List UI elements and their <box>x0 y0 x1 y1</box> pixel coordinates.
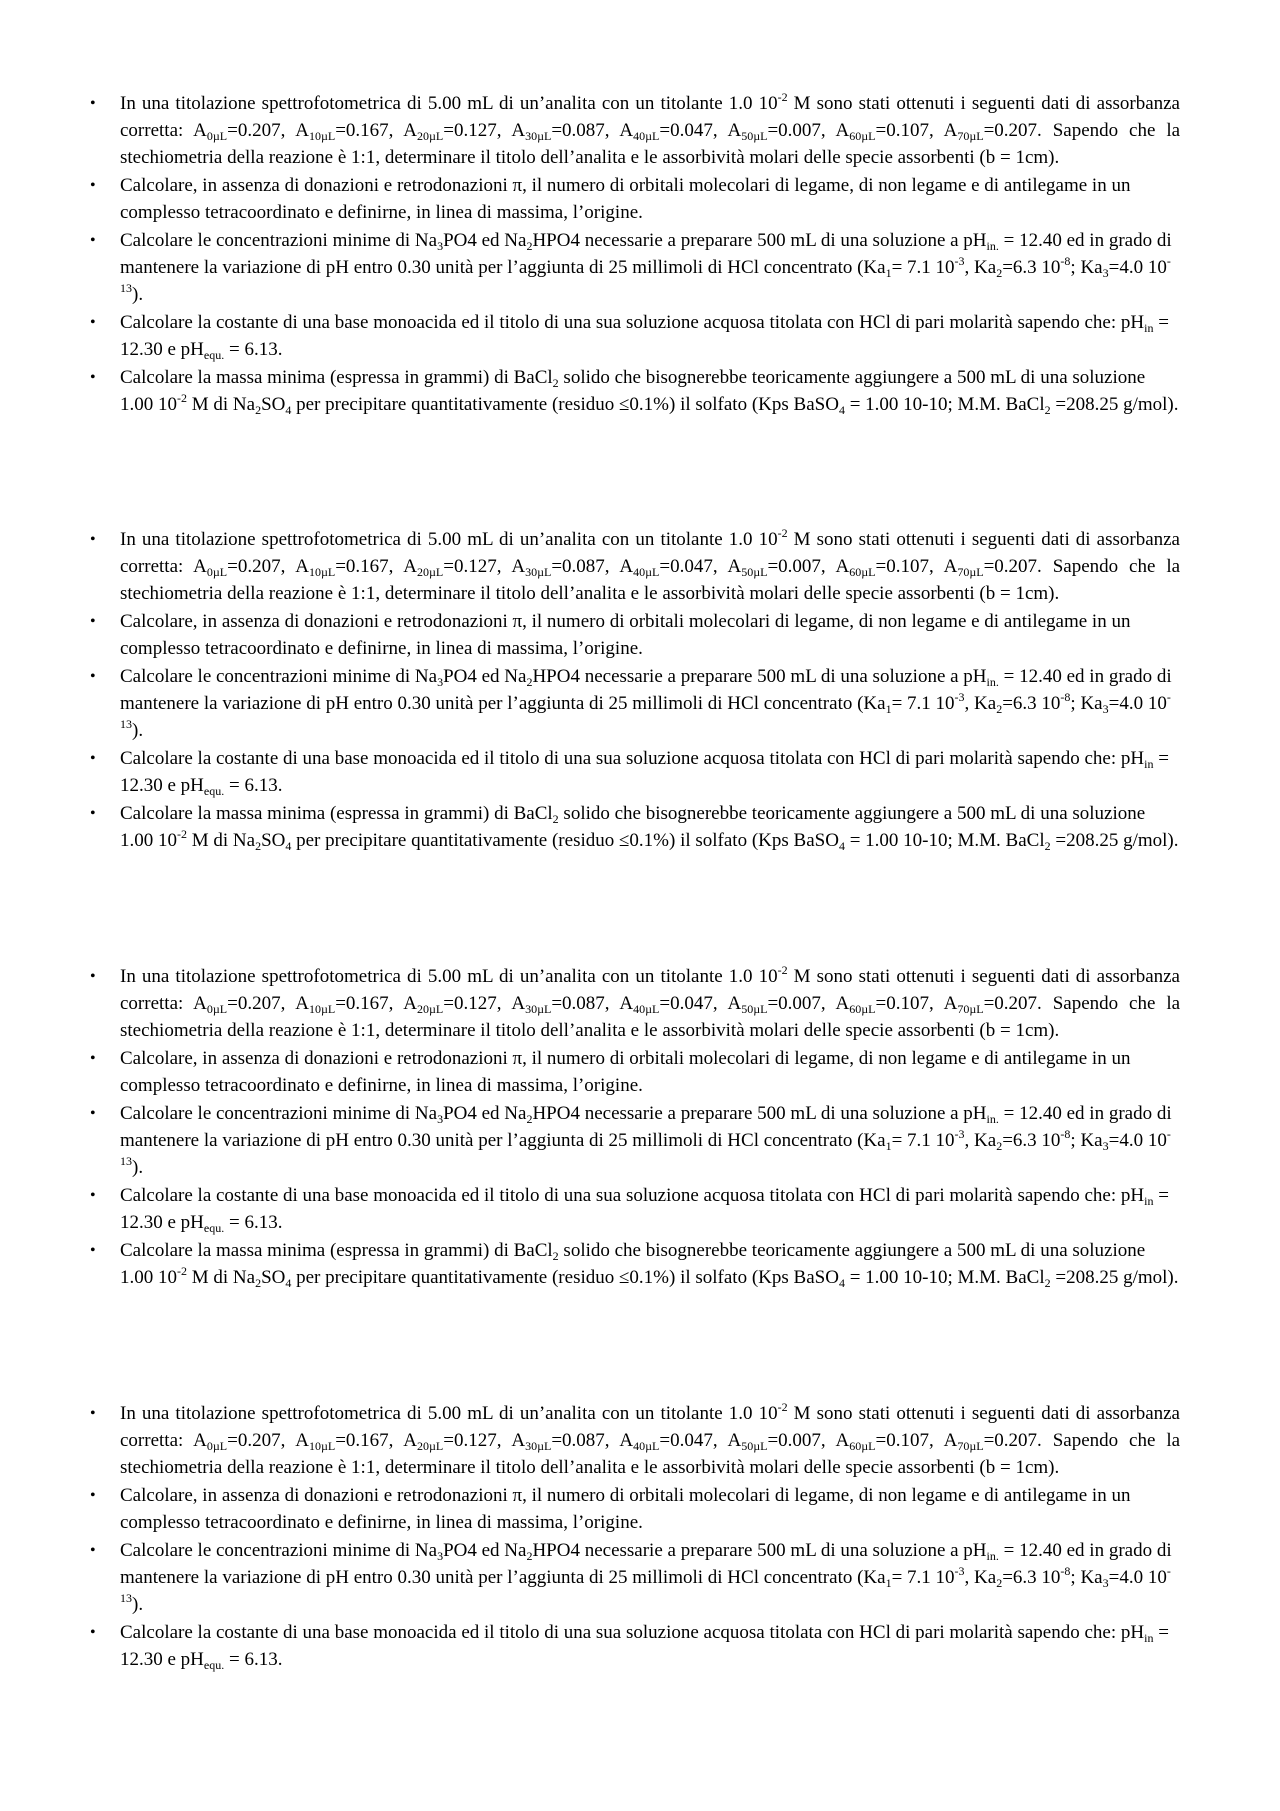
exercise-block-1 <box>90 90 1180 419</box>
exercise-text: Calcolare, in assenza di donazioni e retrodonazioni π, il numero di orbitali molecolari di legame, di non legame e di antilegame in un complesso tetracoordinato e definirne, in linea di massima, l’origine. <box>120 175 1131 223</box>
exercise-block-2 <box>90 526 1180 855</box>
exercise-text: Calcolare le concentrazioni minime di $Na_3PO4$ ed $Na_2HPO4$ necessarie a preparare 500 mL di una soluzione a $pH_{in.} = 12.40$ ed in grado di mantenere la variazione di pH entro 0.30 unità per l’aggiunta di 25 millimoli di HCl concentrato ($Ka_1= 7.1$ $10^{-3}$, $Ka_2=6.3$ $10^{-8}$; $Ka_3=4.0$ $10^{-13}$). <box>120 230 1172 305</box>
bullet-icon: • <box>90 177 96 194</box>
exercise-text: Calcolare la massa minima (espressa in grammi) di BaCl$_2$ solido che bisognerebbe teoricamente aggiungere a 500 mL di una soluzione 1.00 $10^{-2}$ M di $Na_2SO_4$ per precipitare quantitativamente (residuo ≤0.1%) il solfato (Kps BaSO$_4$ = 1.00 10-10; M.M. BaCl$_2$ =208.25 g/mol). <box>120 803 1179 853</box>
exercise-text: Calcolare la costante di una base monoacida ed il titolo di una sua soluzione acquosa titolata con HCl di pari molarità sapendo che: $pH_{in} = 12.30$ e $pH_{equ.} = 6.13$. <box>120 312 1169 362</box>
exercise-item <box>90 1045 1180 1099</box>
exercise-text: Calcolare la massa minima (espressa in grammi) di BaCl$_2$ solido che bisognerebbe teoricamente aggiungere a 500 mL di una soluzione 1.00 $10^{-2}$ M di $Na_2SO_4$ per precipitare quantitativamente (residuo ≤0.1%) il solfato (Kps BaSO$_4$ = 1.00 10-10; M.M. BaCl$_2$ =208.25 g/mol). <box>120 1240 1179 1290</box>
exercise-block-4 <box>90 1400 1180 1674</box>
exercise-item <box>90 227 1180 308</box>
exercise-item <box>90 526 1180 607</box>
exercise-item <box>90 1237 1180 1291</box>
exercise-item <box>90 663 1180 744</box>
bullet-icon: • <box>90 1105 96 1122</box>
bullet-icon: • <box>90 1487 96 1504</box>
bullet-icon: • <box>90 1624 96 1641</box>
exercise-item <box>90 1619 1180 1673</box>
exercise-text: Calcolare le concentrazioni minime di $Na_3PO4$ ed $Na_2HPO4$ necessarie a preparare 500 mL di una soluzione a $pH_{in.} = 12.40$ ed in grado di mantenere la variazione di pH entro 0.30 unità per l’aggiunta di 25 millimoli di HCl concentrato ($Ka_1= 7.1$ $10^{-3}$, $Ka_2=6.3$ $10^{-8}$; $Ka_3=4.0$ $10^{-13}$). <box>120 666 1172 741</box>
bullet-icon: • <box>90 1405 96 1422</box>
exercise-item <box>90 1400 1180 1481</box>
exercise-text: Calcolare la costante di una base monoacida ed il titolo di una sua soluzione acquosa titolata con HCl di pari molarità sapendo che: $pH_{in} = 12.30$ e $pH_{equ.} = 6.13$. <box>120 748 1169 798</box>
exercise-text: Calcolare la costante di una base monoacida ed il titolo di una sua soluzione acquosa titolata con HCl di pari molarità sapendo che: $pH_{in} = 12.30$ e $pH_{equ.} = 6.13$. <box>120 1622 1169 1672</box>
bullet-icon: • <box>90 95 96 112</box>
exercise-block-3 <box>90 963 1180 1292</box>
bullet-icon: • <box>90 968 96 985</box>
bullet-icon: • <box>90 531 96 548</box>
exercise-text: In una titolazione spettrofotometrica di 5.00 mL di un’analita con un titolante 1.0 $10^{-2}$ M sono stati ottenuti i seguenti dati di assorbanza corretta: $A_{0\mu L}=0.207$, $A_{10\mu L}=0.167$, $A_{20\mu L}=0.127$, $A_{30\mu L}=0.087$, $A_{40\mu L}=0.047$, $A_{50\mu L}=0.007$, $A_{60\mu L}=0.107$, $A_{70\mu L}=0.207$. Sapendo che la stechiometria della reazione è 1:1, determinare il titolo dell’analita e le assorbività molari delle specie assorbenti (b = 1cm). <box>120 963 1181 1041</box>
exercise-item <box>90 1482 1180 1536</box>
exercise-item <box>90 963 1180 1044</box>
exercise-item <box>90 172 1180 226</box>
exercise-item <box>90 90 1180 171</box>
bullet-icon: • <box>90 668 96 685</box>
bullet-icon: • <box>90 1050 96 1067</box>
exercise-item <box>90 800 1180 854</box>
bullet-icon: • <box>90 1242 96 1259</box>
exercise-text: Calcolare la massa minima (espressa in grammi) di BaCl$_2$ solido che bisognerebbe teoricamente aggiungere a 500 mL di una soluzione 1.00 $10^{-2}$ M di $Na_2SO_4$ per precipitare quantitativamente (residuo ≤0.1%) il solfato (Kps BaSO$_4$ = 1.00 10-10; M.M. BaCl$_2$ =208.25 g/mol). <box>120 367 1179 417</box>
bullet-icon: • <box>90 613 96 630</box>
exercise-item <box>90 309 1180 363</box>
bullet-icon: • <box>90 805 96 822</box>
exercise-item <box>90 1182 1180 1236</box>
exercise-text: Calcolare le concentrazioni minime di $Na_3PO4$ ed $Na_2HPO4$ necessarie a preparare 500 mL di una soluzione a $pH_{in.} = 12.40$ ed in grado di mantenere la variazione di pH entro 0.30 unità per l’aggiunta di 25 millimoli di HCl concentrato ($Ka_1= 7.1$ $10^{-3}$, $Ka_2=6.3$ $10^{-8}$; $Ka_3=4.0$ $10^{-13}$). <box>120 1540 1172 1615</box>
exercise-text: In una titolazione spettrofotometrica di 5.00 mL di un’analita con un titolante 1.0 $10^{-2}$ M sono stati ottenuti i seguenti dati di assorbanza corretta: $A_{0\mu L}=0.207$, $A_{10\mu L}=0.167$, $A_{20\mu L}=0.127$, $A_{30\mu L}=0.087$, $A_{40\mu L}=0.047$, $A_{50\mu L}=0.007$, $A_{60\mu L}=0.107$, $A_{70\mu L}=0.207$. Sapendo che la stechiometria della reazione è 1:1, determinare il titolo dell’analita e le assorbività molari delle specie assorbenti (b = 1cm). <box>120 526 1181 604</box>
exercise-text: Calcolare la costante di una base monoacida ed il titolo di una sua soluzione acquosa titolata con HCl di pari molarità sapendo che: $pH_{in} = 12.30$ e $pH_{equ.} = 6.13$. <box>120 1185 1169 1235</box>
bullet-icon: • <box>90 1542 96 1559</box>
exercise-text: Calcolare, in assenza di donazioni e retrodonazioni π, il numero di orbitali molecolari di legame, di non legame e di antilegame in un complesso tetracoordinato e definirne, in linea di massima, l’origine. <box>120 611 1131 659</box>
bullet-icon: • <box>90 1187 96 1204</box>
exercise-text: Calcolare, in assenza di donazioni e retrodonazioni π, il numero di orbitali molecolari di legame, di non legame e di antilegame in un complesso tetracoordinato e definirne, in linea di massima, l’origine. <box>120 1048 1131 1096</box>
exercise-text: Calcolare, in assenza di donazioni e retrodonazioni π, il numero di orbitali molecolari di legame, di non legame e di antilegame in un complesso tetracoordinato e definirne, in linea di massima, l’origine. <box>120 1485 1131 1533</box>
exercise-item <box>90 745 1180 799</box>
exercise-text: In una titolazione spettrofotometrica di 5.00 mL di un’analita con un titolante 1.0 $10^{-2}$ M sono stati ottenuti i seguenti dati di assorbanza corretta: $A_{0\mu L}=0.207$, $A_{10\mu L}=0.167$, $A_{20\mu L}=0.127$, $A_{30\mu L}=0.087$, $A_{40\mu L}=0.047$, $A_{50\mu L}=0.007$, $A_{60\mu L}=0.107$, $A_{70\mu L}=0.207$. Sapendo che la stechiometria della reazione è 1:1, determinare il titolo dell’analita e le assorbività molari delle specie assorbenti (b = 1cm). <box>120 90 1181 168</box>
exercise-item <box>90 1537 1180 1618</box>
exercise-text: In una titolazione spettrofotometrica di 5.00 mL di un’analita con un titolante 1.0 $10^{-2}$ M sono stati ottenuti i seguenti dati di assorbanza corretta: $A_{0\mu L}=0.207$, $A_{10\mu L}=0.167$, $A_{20\mu L}=0.127$, $A_{30\mu L}=0.087$, $A_{40\mu L}=0.047$, $A_{50\mu L}=0.007$, $A_{60\mu L}=0.107$, $A_{70\mu L}=0.207$. Sapendo che la stechiometria della reazione è 1:1, determinare il titolo dell’analita e le assorbività molari delle specie assorbenti (b = 1cm). <box>120 1400 1181 1478</box>
exercise-item <box>90 364 1180 418</box>
bullet-icon: • <box>90 314 96 331</box>
bullet-icon: • <box>90 750 96 767</box>
bullet-icon: • <box>90 232 96 249</box>
exercise-item <box>90 1100 1180 1181</box>
exercise-text: Calcolare le concentrazioni minime di $Na_3PO4$ ed $Na_2HPO4$ necessarie a preparare 500 mL di una soluzione a $pH_{in.} = 12.40$ ed in grado di mantenere la variazione di pH entro 0.30 unità per l’aggiunta di 25 millimoli di HCl concentrato ($Ka_1= 7.1$ $10^{-3}$, $Ka_2=6.3$ $10^{-8}$; $Ka_3=4.0$ $10^{-13}$). <box>120 1103 1172 1178</box>
bullet-icon: • <box>90 369 96 386</box>
exercise-item <box>90 608 1180 662</box>
